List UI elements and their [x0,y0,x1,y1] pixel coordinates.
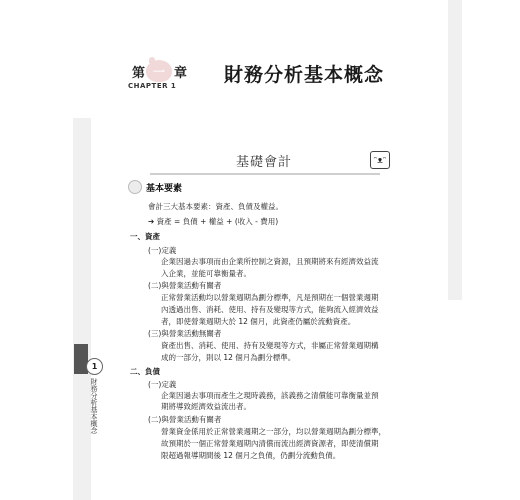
cat-face-icon: ᵔᴥᵔ [370,151,390,169]
assets-op-text-1: 正常營業活動均以營業週期為劃分標準，凡是預期在一個營業週期 [161,293,379,302]
assets-def-text-2: 入企業，並能可靠衡量者。 [161,269,251,278]
assets-nonop-text-1: 資產出售、消耗、使用、持有及變現等方式，非屬正常營業週期構 [161,341,379,350]
assets-op-label: (二)與營業活動有關者 [148,281,222,290]
right-margin-bar [448,0,462,300]
basic-elements-title: 基本要素 [146,184,183,194]
chapter-badge [118,58,208,98]
sidebar-vertical-title: 財務分析基本概念 [90,378,98,434]
chapter-page-badge: 1 [86,358,103,375]
sidebar-strip [73,118,91,500]
chapter-prefix: 第 [132,66,146,81]
liabilities-heading: 二、負債 [130,367,160,376]
basic-line-2: ➔ 資產 = 負債 + 權益 + (收入 - 費用) [148,217,279,226]
section-title: 基礎會計 [236,155,293,170]
assets-heading: 一、資產 [130,232,160,241]
assets-def-label: (一)定義 [148,246,177,255]
section-divider [150,173,380,175]
liabilities-op-label: (二)與營業活動有關者 [148,415,222,424]
liabilities-op-text-3: 限超過報導期間後 12 個月之負債，仍劃分流動負債。 [161,451,341,460]
assets-def-text-1: 企業因過去事項而由企業所控制之資源，且預期將來有經濟效益流 [161,257,379,266]
bullet-icon [128,180,142,194]
liabilities-def-text-1: 企業因過去事項而產生之現時義務，該義務之清償能可靠衡量並預 [161,391,379,400]
chapter-label: CHAPTER 1 [128,82,177,90]
chapter-number: 一 [152,64,165,79]
liabilities-def-text-2: 期將導致經濟效益流出者。 [161,402,251,411]
chapter-suffix: 章 [174,66,188,81]
assets-op-text-3: 者，即使營業週期大於 12 個月，此資產仍屬於流動資產。 [161,317,356,326]
chapter-title: 財務分析基本概念 [224,64,385,86]
assets-op-text-2: 內透過出售、消耗、使用、持有及變現等方式，能夠流入經濟效益 [161,305,379,314]
assets-nonop-text-2: 成的一部分，則以 12 個月為劃分標準。 [161,353,296,362]
liabilities-def-label: (一)定義 [148,380,177,389]
assets-nonop-label: (三)與營業活動無關者 [148,329,222,338]
liabilities-op-text-1: 營業資金係用於正常營業週期之一部分，均以營業週期為劃分標準， [161,427,386,436]
liabilities-op-text-2: 故預期於一個正常營業週期內清償而流出經濟資源者，即使清償期 [161,439,379,448]
piggy-bank-icon [146,60,172,82]
basic-line-1: 會計三大基本要素：資產、負債及權益。 [148,202,283,211]
